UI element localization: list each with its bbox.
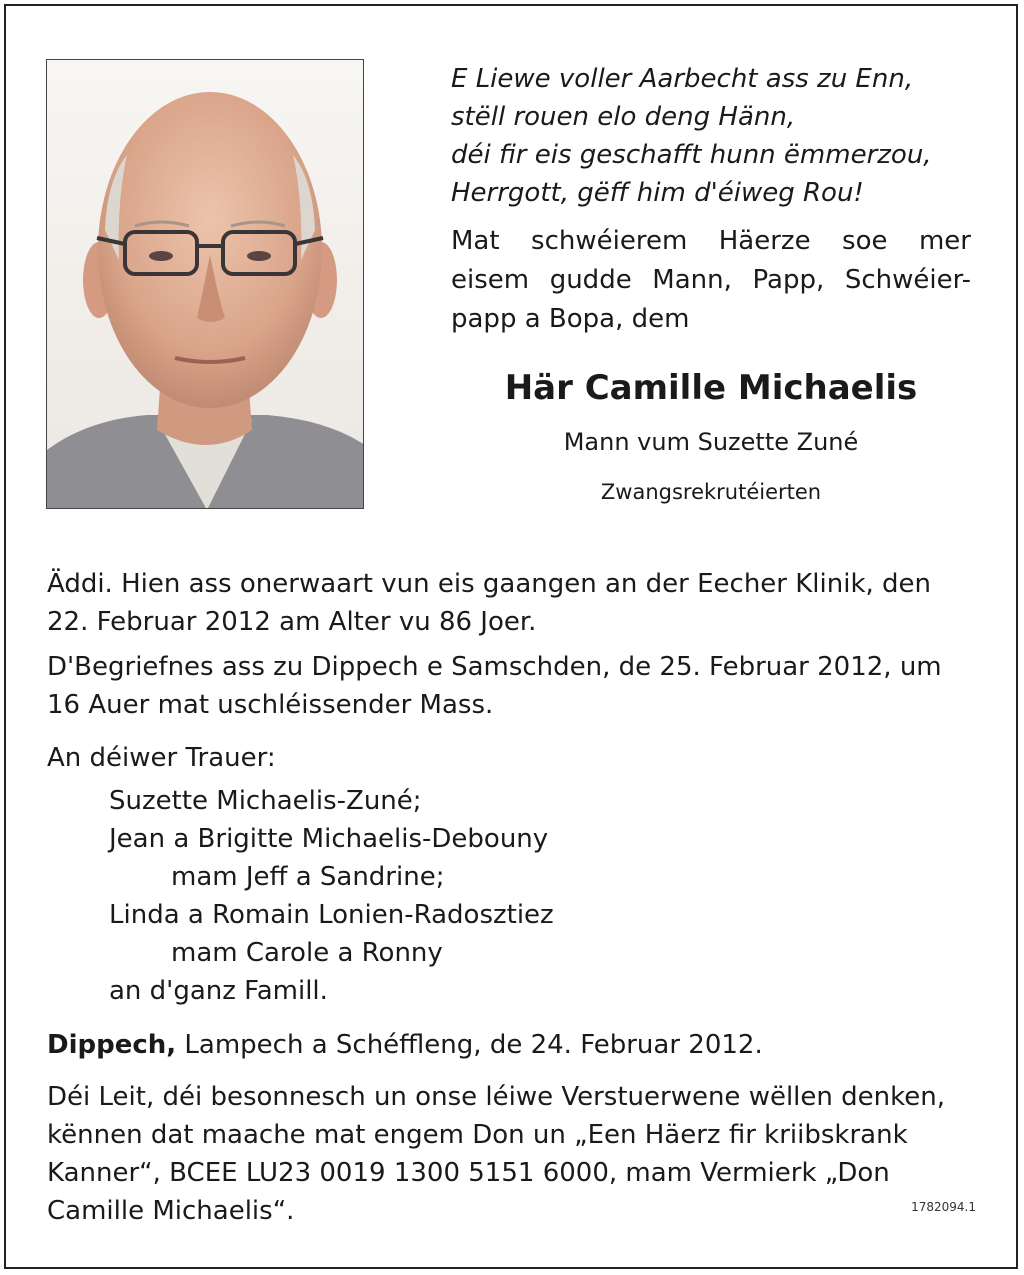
- intro-line: Mat schwéierem Häerze soe mer: [451, 226, 971, 256]
- mourner-line: mam Carole a Ronny: [171, 938, 443, 968]
- intro-line: papp a Bopa, dem: [451, 304, 690, 334]
- mourner-line: Suzette Michaelis-Zuné;: [109, 786, 422, 816]
- poem-line: déi fir eis geschafft hunn ëmmerzou,: [451, 140, 932, 170]
- mourner-line: an d'ganz Famill.: [109, 976, 328, 1006]
- donation-line: Kanner“, BCEE LU23 0019 1300 5151 6000, mam Vermierk „Don: [47, 1158, 890, 1188]
- death-notice-line: Äddi. Hien ass onerwaart vun eis gaangen an der Eecher Klinik, den: [47, 569, 932, 599]
- poem: [451, 60, 981, 212]
- death-notice: [47, 565, 977, 641]
- mourners-label: [47, 739, 977, 777]
- funeral-line: D'Begriefnes ass zu Dippech e Samschden, de 25. Februar 2012, um: [47, 652, 942, 682]
- mourner-line: Jean a Brigitte Michaelis-Debouny: [109, 824, 549, 854]
- portrait-photo: [46, 59, 364, 509]
- donation-note: [47, 1078, 977, 1230]
- mourner-line: Linda a Romain Lonien-Radosztiez: [109, 900, 554, 930]
- mourners-list: [109, 782, 554, 1010]
- intro-text: [451, 222, 971, 339]
- death-notice-line: 22. Februar 2012 am Alter vu 86 Joer.: [47, 607, 537, 637]
- place-date: [47, 1026, 977, 1064]
- donation-line: kënnen dat maache mat engem Don un „Een Häerz fir kriibskrank: [47, 1120, 908, 1150]
- intro-line: eisem gudde Mann, Papp, Schwéier-: [451, 265, 971, 295]
- funeral-line: 16 Auer mat uschléissender Mass.: [47, 690, 494, 720]
- poem-line: stëll rouen elo deng Hänn,: [451, 102, 796, 132]
- mourners-label-text: An déiwer Trauer:: [47, 743, 276, 773]
- poem-line: E Liewe voller Aarbecht ass zu Enn,: [451, 64, 914, 94]
- spouse-line: Mann vum Suzette Zuné: [563, 428, 859, 456]
- place-date-rest: Lampech a Schéffleng, de 24. Februar 2012.: [176, 1030, 763, 1060]
- status-line: Zwangsrekrutéierten: [600, 480, 822, 504]
- mourner-line: mam Jeff a Sandrine;: [171, 862, 445, 892]
- donation-line: Camille Michaelis“.: [47, 1196, 295, 1226]
- reference-number: 1782094.1: [911, 1200, 976, 1214]
- donation-line: Déi Leit, déi besonnesch un onse léiwe Verstuerwene wëllen denken,: [47, 1082, 945, 1112]
- deceased-name: Här Camille Michaelis: [504, 368, 918, 408]
- funeral-info: [47, 648, 977, 724]
- poem-line: Herrgott, gëff him d'éiweg Rou!: [451, 178, 864, 208]
- place-name: Dippech,: [47, 1030, 177, 1060]
